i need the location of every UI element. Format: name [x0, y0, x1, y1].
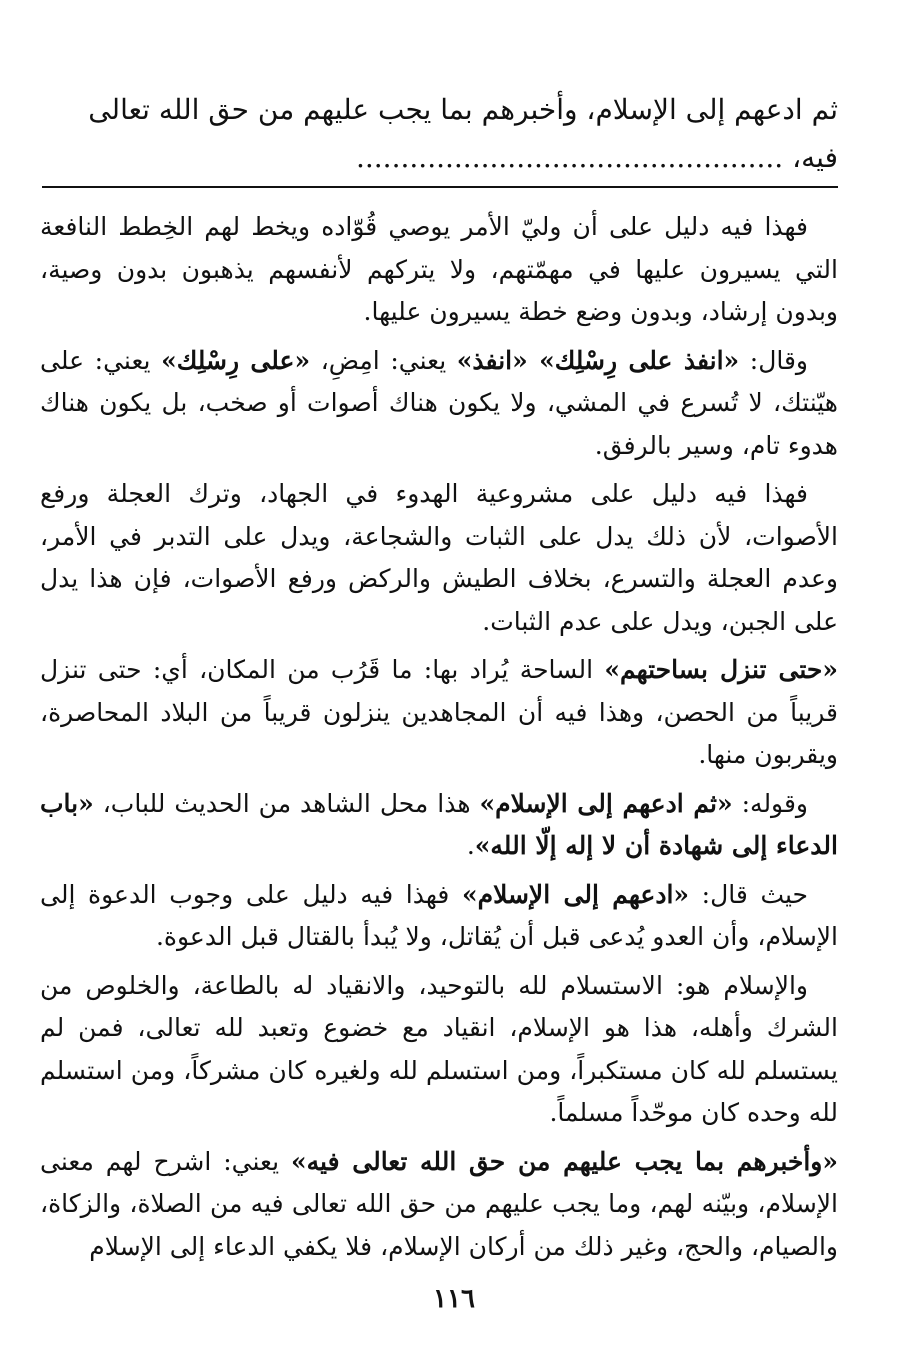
paragraph-4: [40, 649, 838, 777]
paragraph-5-text-c: هذا محل الشاهد من الحديث للباب،: [93, 788, 480, 818]
hadith-header-line-1: ثم ادعهم إلى الإسلام، وأخبرهم بما يجب عليهم من حق الله تعالى: [88, 93, 838, 126]
hadith-header: [42, 86, 838, 182]
paragraph-5-quote-a: «ثم ادعهم إلى الإسلام»: [479, 788, 733, 818]
paragraph-6: [40, 874, 838, 959]
paragraph-6-text-a: حيث قال:: [689, 879, 808, 909]
paragraph-4-quote: «حتى تنزل بساحتهم»: [604, 655, 838, 684]
paragraph-2-text-a: وقال:: [739, 345, 808, 375]
paragraph-8: [40, 1141, 838, 1269]
paragraph-2-text-e: يعني: على هيّنتك، لا تُسرع في المشي، ولا يكون هناك أصوات أو صخب، بل يكون هناك هدوء تام، وسير بالرفق.: [40, 345, 838, 460]
header-divider: [42, 186, 838, 188]
paragraph-2-quote-a: «انفذ على رِسْلِك» «انفذ»: [456, 345, 740, 375]
paragraph-3: [40, 473, 838, 643]
paragraph-8-quote: «وأخبرهم بما يجب عليهم من حق الله تعالى فيه»: [291, 1146, 838, 1176]
paragraph-5-text-a: وقوله:: [732, 788, 808, 818]
paragraph-3-text: فهذا فيه دليل على مشروعية الهدوء في الجهاد، وترك العجلة ورفع الأصوات، لأن ذلك يدل على الثبات والشجاعة، ويدل على التدبر في الأمر، وعدم العجلة والتسرع، بخلاف الطيش والركض ورفع الأصوات، فإن هذا يدل على الجبن، ويدل على عدم الثبات.: [40, 479, 838, 636]
paragraph-8-text: يعني: اشرح لهم معنى الإسلام، وبيّنه لهم، وما يجب عليهم من حق الله تعالى فيه من الصلاة، والزكاة، والصيام، والحج، وغير ذلك من أركان الإسلام، فلا يكفي الدعاء إلى الإسلام: [40, 1146, 838, 1261]
paragraph-1: [40, 206, 838, 334]
hadith-header-line-2: فيه، ................................................: [355, 141, 838, 174]
page-number: ١١٦: [433, 1284, 475, 1314]
paragraph-7: [40, 965, 838, 1135]
paragraph-2-quote-b: «على رِسْلِك»: [161, 345, 311, 375]
paragraph-1-text: فهذا فيه دليل على أن وليّ الأمر يوصي قُوّاده ويخط لهم الخِطط النافعة التي يسيرون عليها في مهمّتهم، ولا يتركهم لأنفسهم يذهبون بدون وصية، وبدون إرشاد، وبدون وضع خطة يسيرون عليها.: [40, 212, 838, 326]
paragraph-7-text: والإسلام هو: الاستسلام لله بالتوحيد، والانقياد له بالطاعة، والخلوص من الشرك وأهله، هذا هو الإسلام، انقياد مع خضوع وتعبد لله تعالى، فمن لم يستسلم لله كان مستكبراً، ومن استسلم لله ولغيره كان مشركاً، ومن استسلم لله وحده كان موحّداً مسلماً.: [40, 970, 838, 1127]
paragraph-5-chapter-title: «باب الدعاء إلى شهادة أن لا إله إلّا الله»: [40, 788, 838, 860]
paragraph-5: [40, 783, 838, 868]
commentary-body: [40, 206, 838, 1274]
paragraph-5-text-e: .: [466, 831, 475, 860]
paragraph-6-quote: «ادعهم إلى الإسلام»: [461, 879, 690, 909]
paragraph-2-text-c: يعني: امِضِ،: [310, 345, 457, 375]
paragraph-2: [40, 340, 838, 468]
paragraph-4-text: الساحة يُراد بها: ما قَرُب من المكان، أي: حتى تنزل قريباً من الحصن، وهذا فيه أن المجاهدين ينزلون قريباً من البلاد المحاصرة، ويقربون منها.: [40, 655, 838, 769]
paragraph-6-text-c: فهذا فيه دليل على وجوب الدعوة إلى الإسلام، وأن العدو يُدعى قبل أن يُقاتل، ولا يُبدأ بالقتال قبل الدعوة.: [40, 879, 838, 951]
